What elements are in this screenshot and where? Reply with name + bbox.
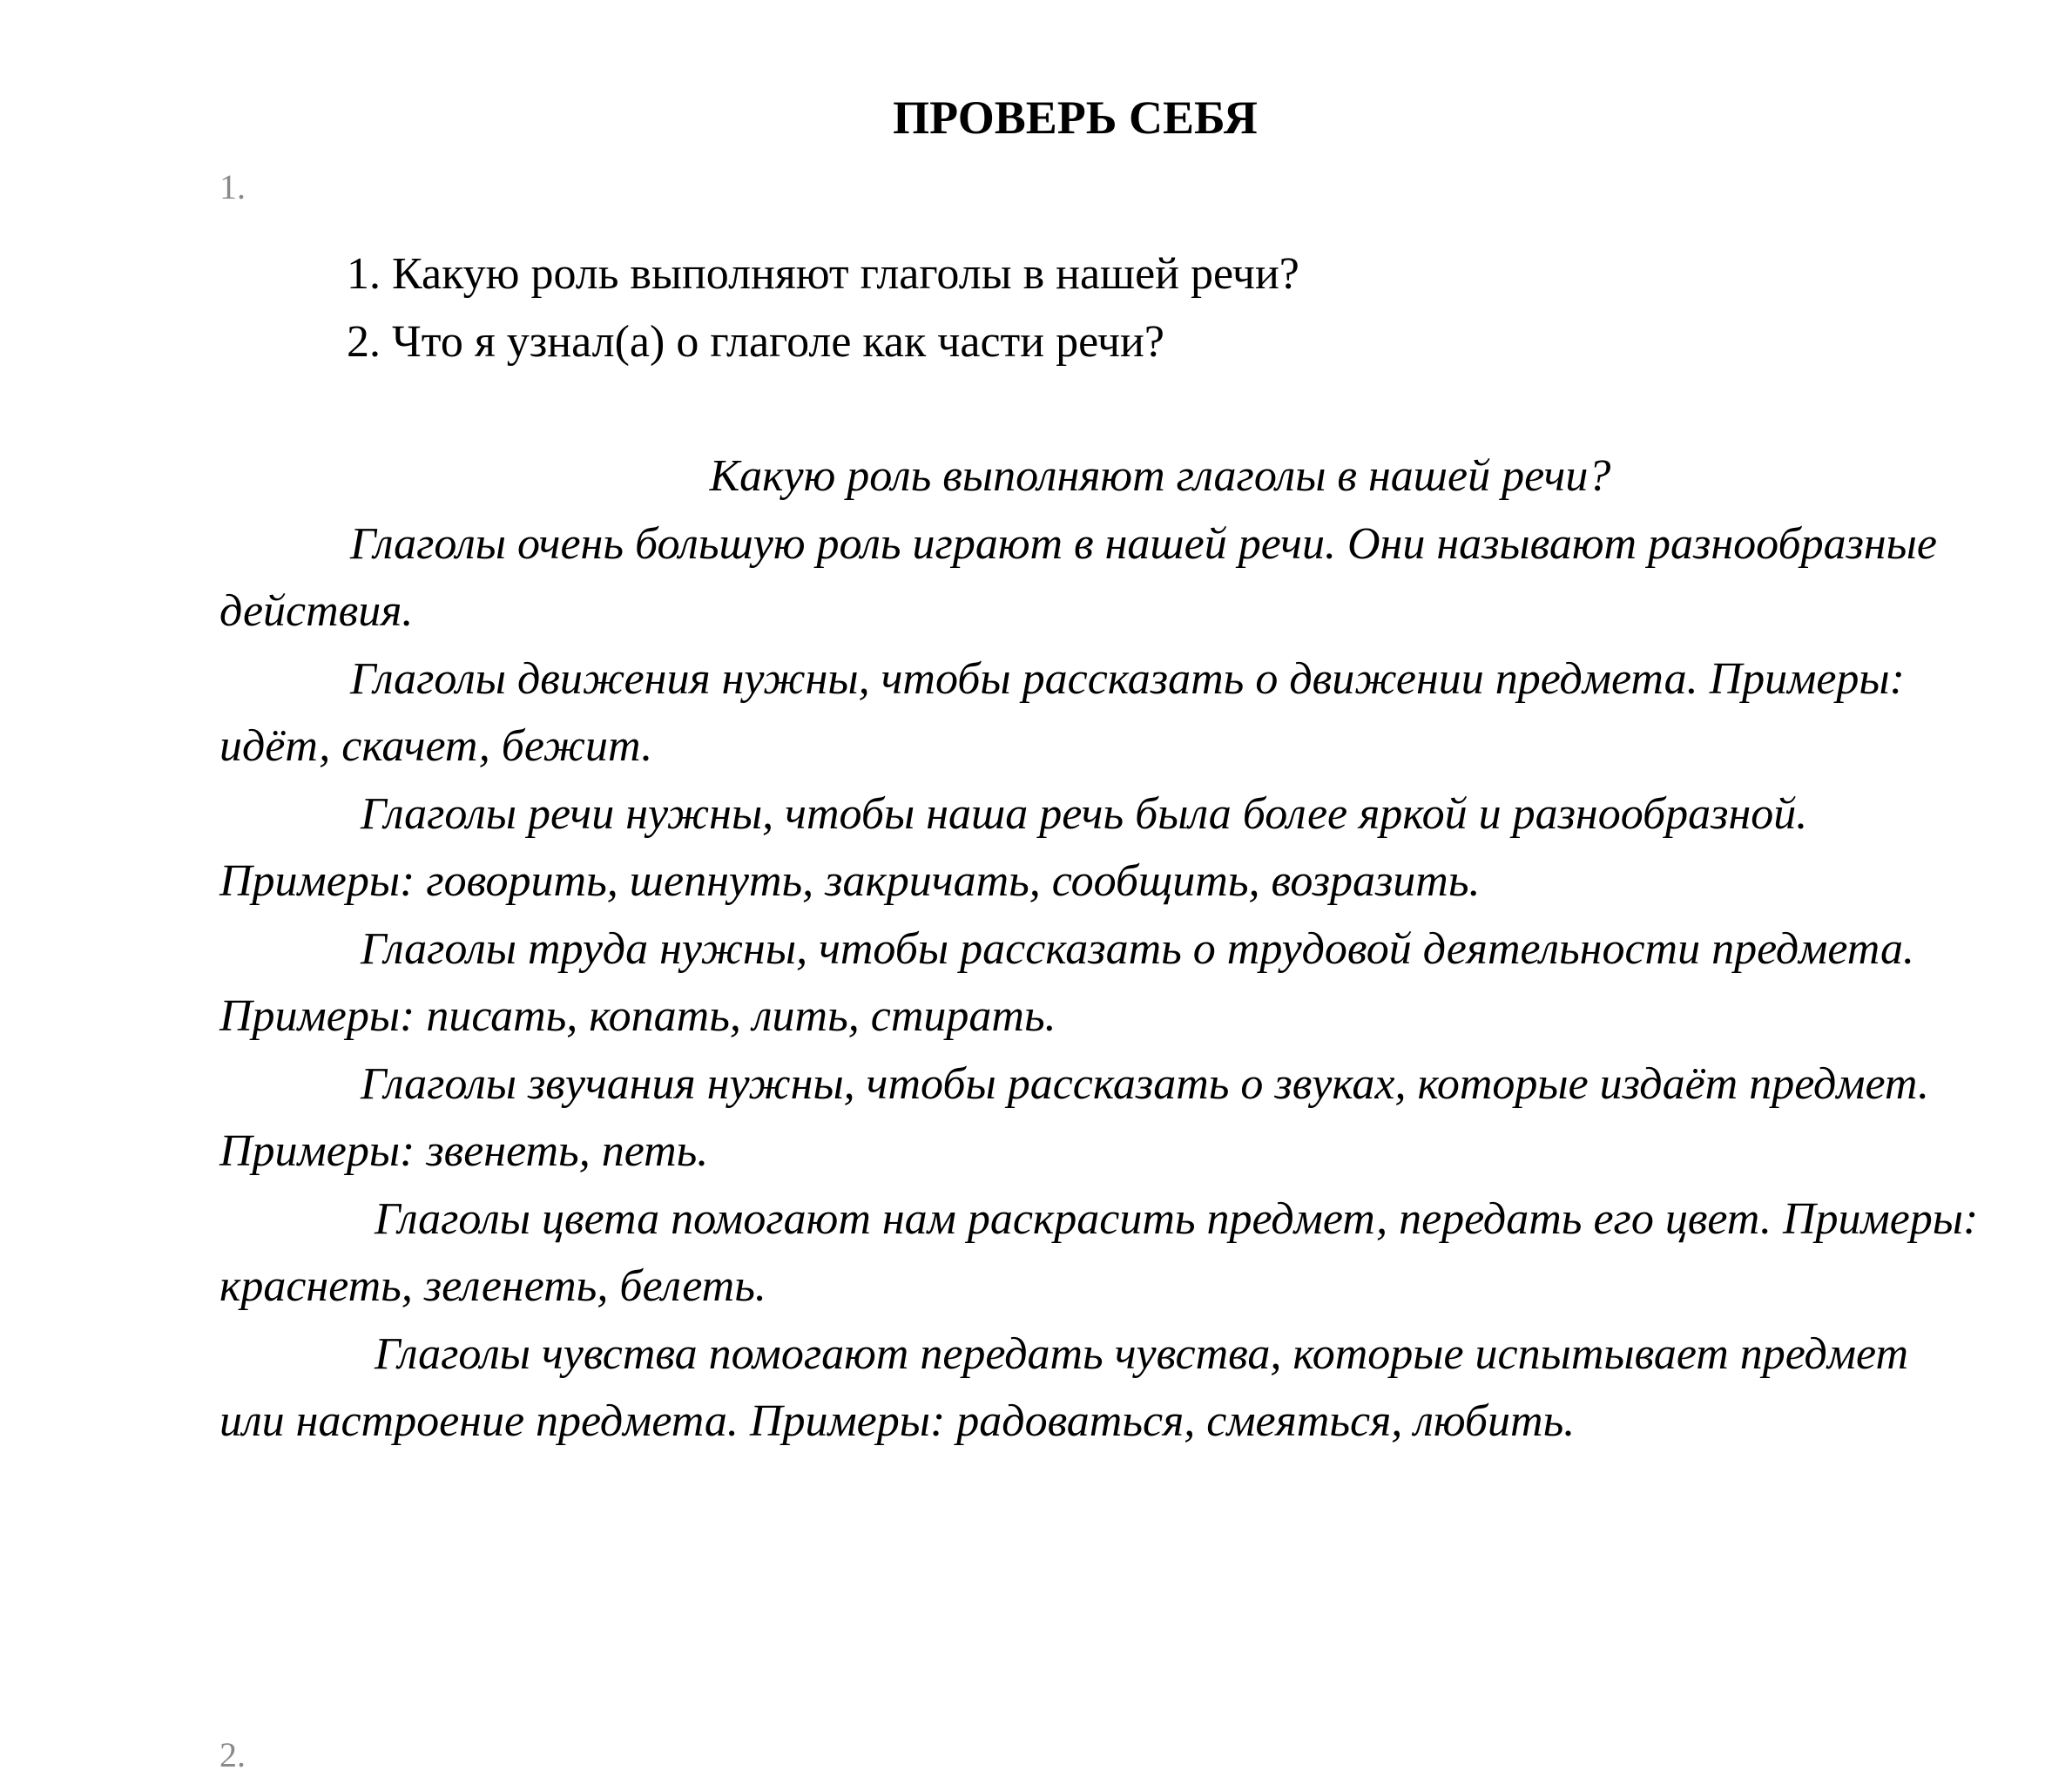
- page-title: ПРОВЕРЬ СЕБЯ: [893, 91, 1258, 144]
- answer-paragraph: Глаголы чувства помогают передать чувства, которые испытывает предмет или настроение предмета. Примеры: радоваться, смеяться, любить.: [219, 1328, 1908, 1446]
- section-number-1: 1.: [219, 167, 246, 206]
- section-number-2: 2.: [219, 1735, 246, 1774]
- question-list: [347, 240, 1299, 376]
- answer-paragraph: Глаголы труда нужны, чтобы рассказать о трудовой деятельности предмета. Примеры: писать, копать, лить, стирать.: [219, 923, 1914, 1041]
- answer-heading: Какую роль выполняют глаголы в нашей речи?: [709, 451, 1611, 501]
- answer-paragraph: Глаголы движения нужны, чтобы рассказать о движении предмета. Примеры: идёт, скачет, бежит.: [219, 653, 1905, 771]
- question-item: 2. Что я узнал(а) о глаголе как части речи?: [347, 317, 1164, 367]
- answer-paragraph: Глаголы речи нужны, чтобы наша речь была более яркой и разнообразной. Примеры: говорить, шепнуть, закричать, сообщить, возразить.: [219, 788, 1808, 906]
- answer-paragraph: Глаголы очень большую роль играют в нашей речи. Они называют разнообразные действия.: [219, 518, 1937, 636]
- answer-paragraph: Глаголы цвета помогают нам раскрасить предмет, передать его цвет. Примеры: краснеть, зеленеть, белеть.: [219, 1193, 1979, 1311]
- answer-block: [219, 443, 1979, 1456]
- question-item: 1. Какую роль выполняют глаголы в нашей речи?: [347, 249, 1299, 299]
- answer-paragraph: Глаголы звучания нужны, чтобы рассказать о звуках, которые издаёт предмет. Примеры: звенеть, петь.: [219, 1058, 1930, 1176]
